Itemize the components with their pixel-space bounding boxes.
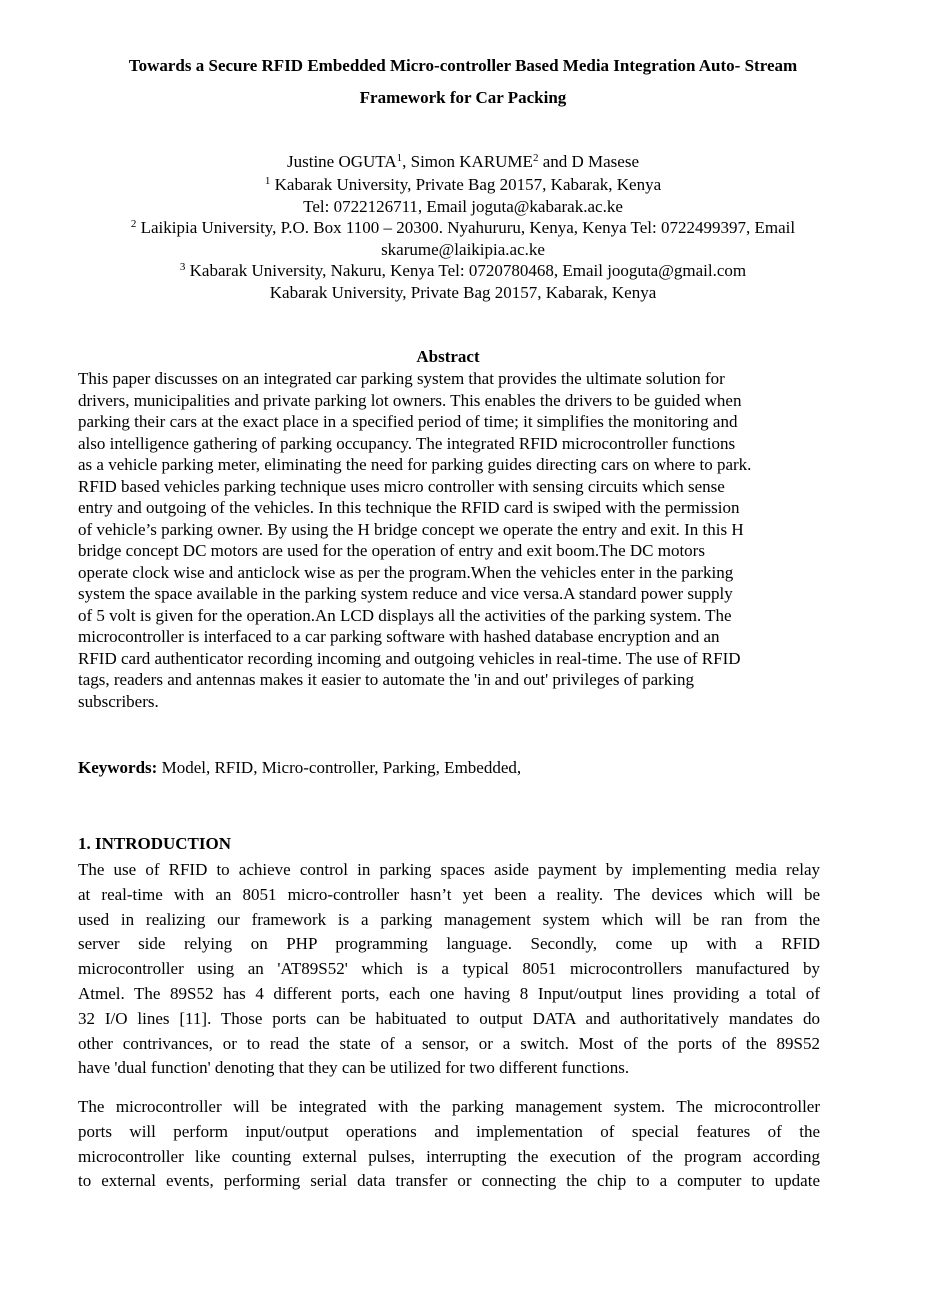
affiliation-text: Tel: 0722126711, Email joguta@kabarak.ac.ke <box>303 196 623 216</box>
author-1: Justine OGUTA <box>287 152 397 171</box>
abstract-line: tags, readers and antennas makes it easier to automate the 'in and out' privileges of parking <box>78 670 695 689</box>
paragraph-line: The use of RFID to achieve control in parking spaces aside payment by implementing media relay <box>78 860 820 879</box>
affiliation-line <box>60 196 866 218</box>
affiliation-text: Kabarak University, Nakuru, Kenya Tel: 0720780468, Email jooguta@gmail.com <box>185 261 747 281</box>
abstract-body <box>78 368 828 712</box>
paragraph-line: The microcontroller will be integrated with the parking management system. The microcontroller <box>78 1097 820 1116</box>
abstract-line: of 5 volt is given for the operation.An LCD displays all the activities of the parking system. The <box>78 605 732 625</box>
paragraph-line: server side relying on PHP programming language. Secondly, come up with a RFID <box>78 934 820 954</box>
abstract-line: operate clock wise and anticlock wise as per the program.When the vehicles enter in the parking <box>78 562 734 582</box>
affiliation-line <box>60 260 866 282</box>
affiliation-text: Kabarak University, Private Bag 20157, Kabarak, Kenya <box>270 175 662 194</box>
affiliation-line <box>60 217 866 239</box>
authors <box>60 152 866 172</box>
affiliation-sup: 3 <box>179 261 186 274</box>
abstract-line: as a vehicle parking meter, eliminating the need for parking guides directing cars on where to park. <box>78 455 752 474</box>
affiliation-line <box>60 239 866 261</box>
affiliations <box>60 174 866 304</box>
keywords-text: Model, RFID, Micro-controller, Parking, Embedded, <box>157 758 522 777</box>
paragraph-line: 32 I/O lines [11]. Those ports can be habituated to output DATA and authoritatively mandates do <box>78 1008 820 1028</box>
abstract-line: RFID based vehicles parking technique uses micro controller with sensing circuits which sense <box>78 476 725 496</box>
keywords-label: Keywords: <box>78 758 158 777</box>
affiliation-text: skarume@laikipia.ac.ke <box>381 239 545 259</box>
paragraph-line: Atmel. The 89S52 has 4 different ports, each one having 8 Input/output lines providing a total of <box>78 983 820 1003</box>
abstract-line: RFID card authenticator recording incoming and outgoing vehicles in real-time. The use of RFID <box>78 648 741 668</box>
abstract-line: microcontroller is interfaced to a car parking software with hashed database encryption and an <box>78 627 720 646</box>
abstract-line: This paper discusses on an integrated car parking system that provides the ultimate solution for <box>78 369 725 388</box>
keywords <box>78 758 521 778</box>
section-heading: 1. INTRODUCTION <box>78 834 232 853</box>
paragraph-line: have 'dual function' denoting that they can be utilized for two different functions. <box>78 1058 630 1078</box>
author-1-sup: 1 <box>396 152 403 164</box>
abstract-line: entry and outgoing of the vehicles. In this technique the RFID card is swiped with the permission <box>78 498 740 517</box>
paragraph-1 <box>78 858 820 1081</box>
paper-title-line-1: Towards a Secure RFID Embedded Micro-controller Based Media Integration Auto- Stream <box>128 56 798 75</box>
paragraph-line: at real-time with an 8051 micro-controller hasn’t yet been a reality. The devices which will be <box>78 884 820 904</box>
paragraph-line: used in realizing our framework is a parking management system which will be ran from the <box>78 909 820 929</box>
abstract-line: system the space available in the parking system reduce and vice versa.A standard power supply <box>78 584 733 603</box>
paragraph-line: other contrivances, or to read the state of a sensor, or a switch. Most of the ports of the 89S52 <box>78 1033 820 1053</box>
author-2: , Simon KARUME <box>402 152 533 171</box>
paragraph-line: microcontroller using an 'AT89S52' which is a typical 8051 microcontrollers manufactured by <box>78 959 820 979</box>
abstract-line: bridge concept DC motors are used for the operation of entry and exit boom.The DC motors <box>78 541 705 560</box>
abstract-line: drivers, municipalities and private parking lot owners. This enables the drivers to be guided when <box>78 390 742 410</box>
paragraph-line: ports will perform input/output operations and implementation of special features of the <box>78 1121 820 1141</box>
affiliation-line <box>60 174 866 196</box>
abstract-heading: Abstract <box>416 347 480 366</box>
abstract-line: subscribers. <box>78 691 159 711</box>
paragraph-line: microcontroller like counting external pulses, interrupting the execution of the program according <box>78 1146 820 1166</box>
abstract-line: parking their cars at the exact place in a specified period of time; it simplifies the monitoring and <box>78 412 738 431</box>
author-3: and D Masese <box>538 152 639 171</box>
paper-title-line-2: Framework for Car Packing <box>359 88 567 107</box>
author-2-sup: 2 <box>532 152 539 164</box>
paragraph-2 <box>78 1095 820 1194</box>
affiliation-sup: 1 <box>264 175 271 187</box>
affiliation-sup: 2 <box>130 218 137 231</box>
abstract-line: also intelligence gathering of parking occupancy. The integrated RFID microcontroller functions <box>78 433 736 453</box>
affiliation-text: Laikipia University, P.O. Box 1100 – 20300. Nyahururu, Kenya, Kenya Tel: 0722499397, Email <box>136 218 796 238</box>
abstract-line: of vehicle’s parking owner. By using the H bridge concept we operate the entry and exit. In this H <box>78 519 744 539</box>
paragraph-line: to external events, performing serial data transfer or connecting the chip to a computer to update <box>78 1171 820 1191</box>
affiliation-text: Kabarak University, Private Bag 20157, Kabarak, Kenya <box>269 282 657 302</box>
affiliation-line <box>60 282 866 304</box>
